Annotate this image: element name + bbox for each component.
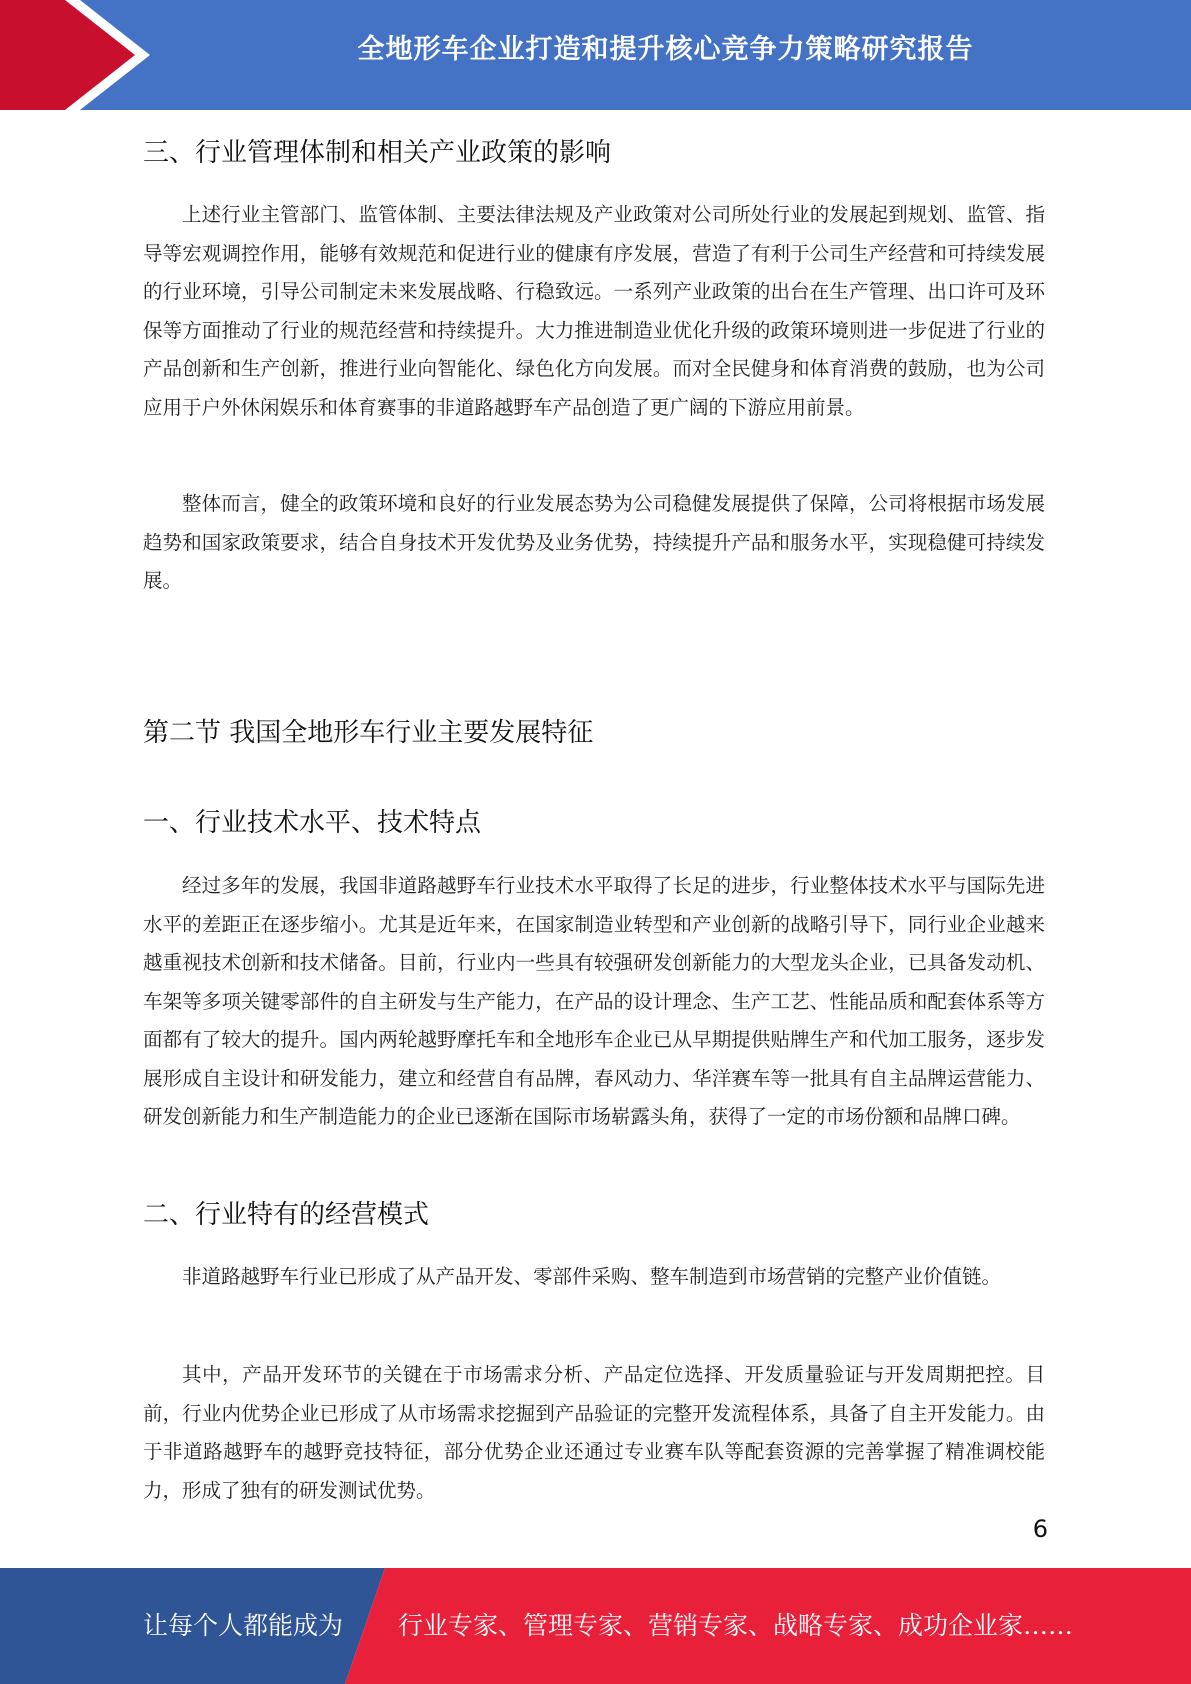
section-heading-business-model: 二、行业特有的经营模式 (143, 1200, 430, 1230)
page-footer (0, 1568, 1191, 1684)
chapter-heading: 第二节 我国全地形车行业主要发展特征 (143, 718, 594, 748)
section-heading-tech-level: 一、行业技术水平、技术特点 (143, 808, 482, 838)
paragraph-policy-impact-2: 整体而言，健全的政策环境和良好的行业发展态势为公司稳健发展提供了保障，公司将根据市场发展趋势和国家政策要求，结合自身技术开发优势及业务优势，持续提升产品和服务水平，实现稳健可持续发展。 (143, 492, 1045, 592)
paragraph-business-model-2: 其中，产品开发环节的关键在于市场需求分析、产品定位选择、开发质量验证与开发周期把控。目前，行业内优势企业已形成了从市场需求挖掘到产品验证的完整开发流程体系，具备了自主开发能力。由于非道路越野车的越野竞技特征，部分优势企业还通过专业赛车队等配套资源的完善掌握了精准调校能力，形成了独有的研发测试优势。 (143, 1363, 1045, 1502)
footer-slogan-right: 行业专家、管理专家、营销专家、战略专家、成功企业家…… (398, 1611, 1074, 1640)
paragraph-business-model-1: 非道路越野车行业已形成了从产品开发、零部件采购、整车制造到市场营销的完整产业价值链。 (182, 1265, 1002, 1288)
report-title: 全地形车企业打造和提升核心竞争力策略研究报告 (357, 34, 974, 65)
section-heading-policy-impact: 三、行业管理体制和相关产业政策的影响 (143, 138, 612, 168)
page-header (0, 0, 1191, 110)
footer-slogan-left: 让每个人都能成为 (143, 1611, 344, 1640)
header-chevron-icon (0, 0, 170, 110)
page-number: 6 (1032, 1515, 1048, 1543)
paragraph-tech-level: 经过多年的发展，我国非道路越野车行业技术水平取得了长足的进步，行业整体技术水平与国际先进水平的差距正在逐步缩小。尤其是近年来，在国家制造业转型和产业创新的战略引导下，同行业企业越来越重视技术创新和技术储备。目前，行业内一些具有较强研发创新能力的大型龙头企业，已具备发动机、车架等多项关键零部件的自主研发与生产能力，在产品的设计理念、生产工艺、性能品质和配套体系等方面都有了较大的提升。国内两轮越野摩托车和全地形车企业已从早期提供贴牌生产和代加工服务，逐步发展形成自主设计和研发能力，建立和经营自有品牌，春风动力、华洋赛车等一批具有自主品牌运营能力、研发创新能力和生产制造能力的企业已逐渐在国际市场崭露头角，获得了一定的市场份额和品牌口碑。 (143, 874, 1045, 1128)
paragraph-policy-impact-1: 上述行业主管部门、监管体制、主要法律法规及产业政策对公司所处行业的发展起到规划、监管、指导等宏观调控作用，能够有效规范和促进行业的健康有序发展，营造了有利于公司生产经营和可持续发展的行业环境，引导公司制定未来发展战略、行稳致远。一系列产业政策的出台在生产管理、出口许可及环保等方面推动了行业的规范经营和持续提升。大力推进制造业优化升级的政策环境则进一步促进了行业的产品创新和生产创新，推进行业向智能化、绿色化方向发展。而对全民健身和体育消费的鼓励，也为公司应用于户外休闲娱乐和体育赛事的非道路越野车产品创造了更广阔的下游应用前景。 (143, 203, 1045, 419)
